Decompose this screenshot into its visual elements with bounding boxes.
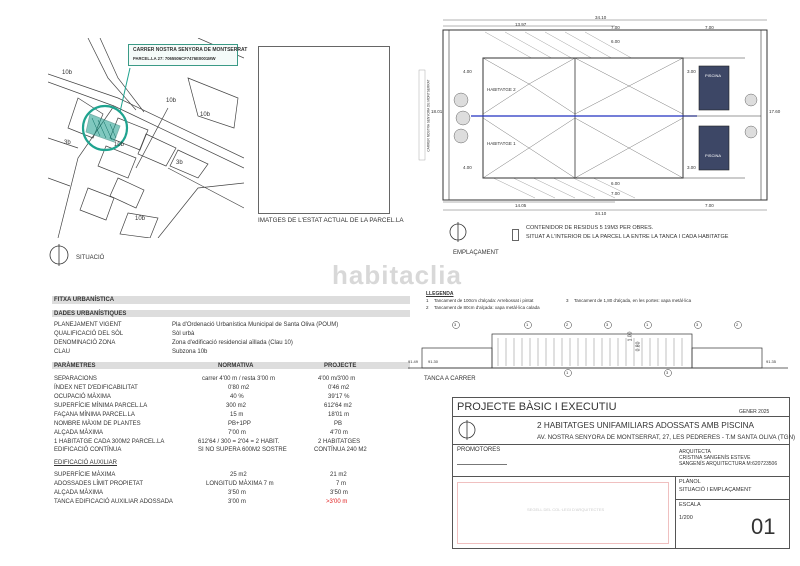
- dim-label: 4.00: [463, 165, 472, 170]
- dim-label: 7.00: [611, 25, 620, 30]
- photos-caption: IMATGES DE L'ESTAT ACTUAL DE LA PARCEL.LA: [258, 217, 404, 224]
- level-mid: 91.30: [428, 359, 439, 364]
- dim-label: 6.00: [611, 181, 620, 186]
- watermark: habitaclia: [332, 260, 462, 290]
- param-label: SUPERFÍCIE MÍNIMA PARCEL.LA: [54, 403, 148, 409]
- param-norm: 7'00 m: [228, 430, 246, 436]
- col-project: PROJECTE: [324, 363, 357, 369]
- fence-elevation: [408, 318, 788, 380]
- north-arrow-icon: [448, 222, 468, 242]
- scale-label: ESCALA: [679, 502, 701, 508]
- param-norm: SI NO SUPERA 600M2 SOSTRE: [198, 447, 287, 453]
- fence-height: 1.00: [627, 331, 634, 342]
- project-date: GENER 2025: [739, 409, 770, 415]
- info-value: Zona d'edificació residencial aïllada (Clau 10): [172, 340, 293, 346]
- legend-title: LLEGENDA: [426, 291, 454, 297]
- col-parameters: PARÀMETRES: [54, 363, 96, 369]
- legend-item: Tancament de 80cm d'alçada: xapa metàl·lica calada: [434, 305, 540, 310]
- room-label: HABITATGE 2: [487, 87, 516, 92]
- pool-label: PISCINA: [705, 73, 722, 78]
- urban-data-sheet: [52, 296, 412, 516]
- sheet-number: 01: [751, 514, 776, 539]
- param-norm: PB+1PP: [228, 421, 251, 427]
- map-zone-label: 10b: [135, 216, 146, 222]
- dim-label: 3.00: [687, 165, 696, 170]
- dim-label: 3.00: [687, 69, 696, 74]
- param-proj: CONTÍNUA 240 M2: [314, 447, 367, 453]
- dim-label: 7.00: [705, 203, 714, 208]
- callout-line-1: CARRER NOSTRA SENYORA DE MONTSERRAT: [133, 47, 248, 53]
- urban-title: FITXA URBANÍSTICA: [54, 297, 115, 303]
- dim-label: 14.05: [515, 203, 527, 208]
- callout-line-2: PARCEL.LA 27: 7065506CF7476E0001MW: [133, 56, 216, 61]
- legend-number: 3: [566, 298, 569, 303]
- legend-number: 2: [426, 305, 429, 310]
- plan-label: PLÀNOL: [679, 479, 701, 485]
- north-arrow-icon: [457, 420, 477, 440]
- architect-name: CRISTINA SANGENÍS ESTEVE: [679, 455, 751, 461]
- scale-value: 1/200: [679, 515, 693, 521]
- param-label: ALÇADA MÀXIMA: [54, 430, 104, 436]
- param-proj: 2 HABITATGES: [318, 439, 361, 445]
- aux-proj: 3'50 m: [330, 490, 348, 496]
- fence-marker: 3: [606, 322, 609, 327]
- map-zone-label: 10b: [166, 98, 177, 104]
- map-zone-label: 3b: [176, 160, 183, 166]
- level-left: 91.49: [408, 359, 419, 364]
- project-subject: 2 HABITATGES UNIFAMILIARS ADOSSATS AMB PISCINA: [537, 421, 755, 430]
- col-normative: NORMATIVA: [218, 363, 254, 369]
- north-arrow-icon: [48, 244, 70, 266]
- fence-marker: 3: [454, 322, 457, 327]
- dim-label: 6.00: [611, 39, 620, 44]
- param-label: OCUPACIÓ MÀXIMA: [54, 394, 111, 400]
- param-label: EDIFICACIÓ CONTÍNUA: [54, 447, 122, 453]
- legend-item: Tancament de 100cm d'alçada: Arrebossat i pintat: [434, 298, 534, 303]
- college-stamp: SEGELL DEL COL·LEGI D'ARQUITECTES: [527, 507, 605, 512]
- fence-marker: 2: [566, 322, 569, 327]
- architect-label: ARQUITECTA: [679, 449, 711, 455]
- info-label: QUALIFICACIÓ DEL SÒL: [54, 331, 124, 337]
- map-zone-label: 10b: [114, 142, 125, 148]
- param-proj: 18'01 m: [328, 412, 350, 418]
- architect-firm: SANGENÍS ARQUITECTURA M:620723506: [679, 461, 778, 467]
- situation-caption: SITUACIÓ: [76, 255, 105, 261]
- param-label: FAÇANA MÍNIMA PARCEL.LA: [54, 412, 135, 418]
- pool-label: PISCINA: [705, 153, 722, 158]
- dim-label: 7.00: [705, 25, 714, 30]
- fence-marker: 1: [566, 370, 569, 375]
- dim-label: 4.00: [463, 69, 472, 74]
- aux-label: SUPERFÍCIE MÀXIMA: [54, 472, 116, 478]
- param-label: 1 HABITATGE CADA 300M2 PARCEL.LA: [54, 439, 165, 445]
- fence-marker: 1: [646, 322, 649, 327]
- dim-label: 18.01: [431, 109, 443, 114]
- map-zone-label: 10b: [200, 112, 211, 118]
- aux-label: TANCA EDIFICACIÓ AUXILIAR ADOSSADA: [54, 499, 173, 505]
- param-proj: 0'46 m2: [328, 385, 350, 391]
- param-proj: 4'70 m: [330, 430, 348, 436]
- situation-callout: [128, 44, 248, 66]
- fence-height-2: 0.80: [635, 341, 642, 352]
- legend: [420, 292, 790, 314]
- room-label: HABITATGE 1: [487, 141, 516, 146]
- legend-item: Tancament de 1,80 d'alçada, en les portes: xapa metàl·lica: [574, 298, 692, 303]
- param-norm: 15 m: [230, 412, 244, 418]
- dim-label: 13.97: [515, 22, 527, 27]
- dim-label: 7.00: [611, 191, 620, 196]
- param-proj: 4'00 m/3'00 m: [318, 376, 356, 382]
- param-label: NOMBRE MÀXIM DE PLANTES: [54, 421, 141, 427]
- aux-label: ADOSSADES LÍMIT PROPIETAT: [54, 481, 144, 487]
- urban-section-1: DADES URBANÍSTIQUES: [54, 311, 127, 317]
- photos-frame: [258, 46, 390, 214]
- map-zone-label: 10b: [62, 70, 73, 76]
- aux-norm: 3'00 m: [228, 499, 246, 505]
- info-value: Sòl urbà: [172, 331, 195, 337]
- fence-marker: 3: [696, 322, 699, 327]
- promoters-label: PROMOTORES: [457, 447, 501, 453]
- param-proj: 39'17 %: [328, 394, 350, 400]
- param-norm: 300 m2: [226, 403, 247, 409]
- legend-number: 1: [426, 298, 429, 303]
- info-label: CLAU: [54, 349, 71, 355]
- info-value: Subzona 10b: [172, 349, 208, 355]
- map-zone-label: 3b: [64, 140, 71, 146]
- fence-marker: 1: [526, 322, 529, 327]
- title-block: [452, 397, 796, 549]
- aux-label: ALÇADA MÀXIMA: [54, 490, 104, 496]
- aux-proj: 21 m2: [330, 472, 347, 478]
- param-proj: PB: [334, 421, 343, 427]
- param-norm: 40 %: [230, 394, 244, 400]
- college-stamp-box: [457, 482, 669, 544]
- plan-title: SITUACIÓ I EMPLAÇAMENT: [679, 487, 752, 493]
- info-label: DENOMINACIÓ ZONA: [54, 340, 116, 346]
- aux-norm: 25 m2: [230, 472, 247, 478]
- param-proj: 612'64 m2: [324, 403, 352, 409]
- param-norm: 612'64 / 300 = 2'04 = 2 HABIT.: [198, 439, 280, 445]
- container-icon: [512, 229, 519, 241]
- site-plan-caption: EMPLAÇAMENT: [453, 250, 499, 256]
- fence-marker: 3: [666, 370, 669, 375]
- param-norm: carrer 4'00 m / resta 3'00 m: [202, 376, 275, 382]
- aux-norm: LONGITUD MÀXIMA 7 m: [206, 481, 274, 487]
- site-plan: [415, 14, 785, 224]
- dim-label: 34.10: [595, 15, 607, 20]
- street-label: CARRER NOSTRA SENYORA DE MONTSERRAT: [426, 79, 431, 152]
- fence-marker: 2: [736, 322, 739, 327]
- level-right: 91.35: [766, 359, 777, 364]
- situation-map: [48, 38, 244, 238]
- param-label: ÍNDEX NET D'EDIFICABILITAT: [54, 385, 138, 391]
- dim-label: 34.10: [595, 211, 607, 216]
- container-note-1: CONTENIDOR DE RESIDUS 5 19M3 PER OBRES.: [526, 225, 654, 231]
- info-value: Pla d'Ordenació Urbanística Municipal de Santa Oliva (POUM): [172, 322, 339, 328]
- param-label: SEPARACIONS: [54, 376, 97, 382]
- project-title: PROJECTE BÀSIC I EXECUTIU: [457, 401, 617, 413]
- dim-label: 17.60: [769, 109, 781, 114]
- info-label: PLANEJAMENT VIGENT: [54, 322, 122, 328]
- aux-proj-alert: >3'00 m: [326, 499, 348, 505]
- container-note-2: SITUAT A L'INTERIOR DE LA PARCEL LA ENTRE LA TANCA I CADA HABITATGE: [526, 234, 729, 240]
- urban-section-2: EDIFICACIÓ AUXILIAR: [54, 460, 118, 466]
- param-norm: 0'80 m2: [228, 385, 250, 391]
- project-address: AV. NOSTRA SENYORA DE MONTSERRAT, 27, LES PEDRERES - T.M SANTA OLIVA (TGN): [537, 434, 796, 441]
- aux-norm: 3'50 m: [228, 490, 246, 496]
- aux-proj: 7 m: [336, 481, 347, 487]
- fence-caption: TANCA A CARRER: [424, 376, 476, 382]
